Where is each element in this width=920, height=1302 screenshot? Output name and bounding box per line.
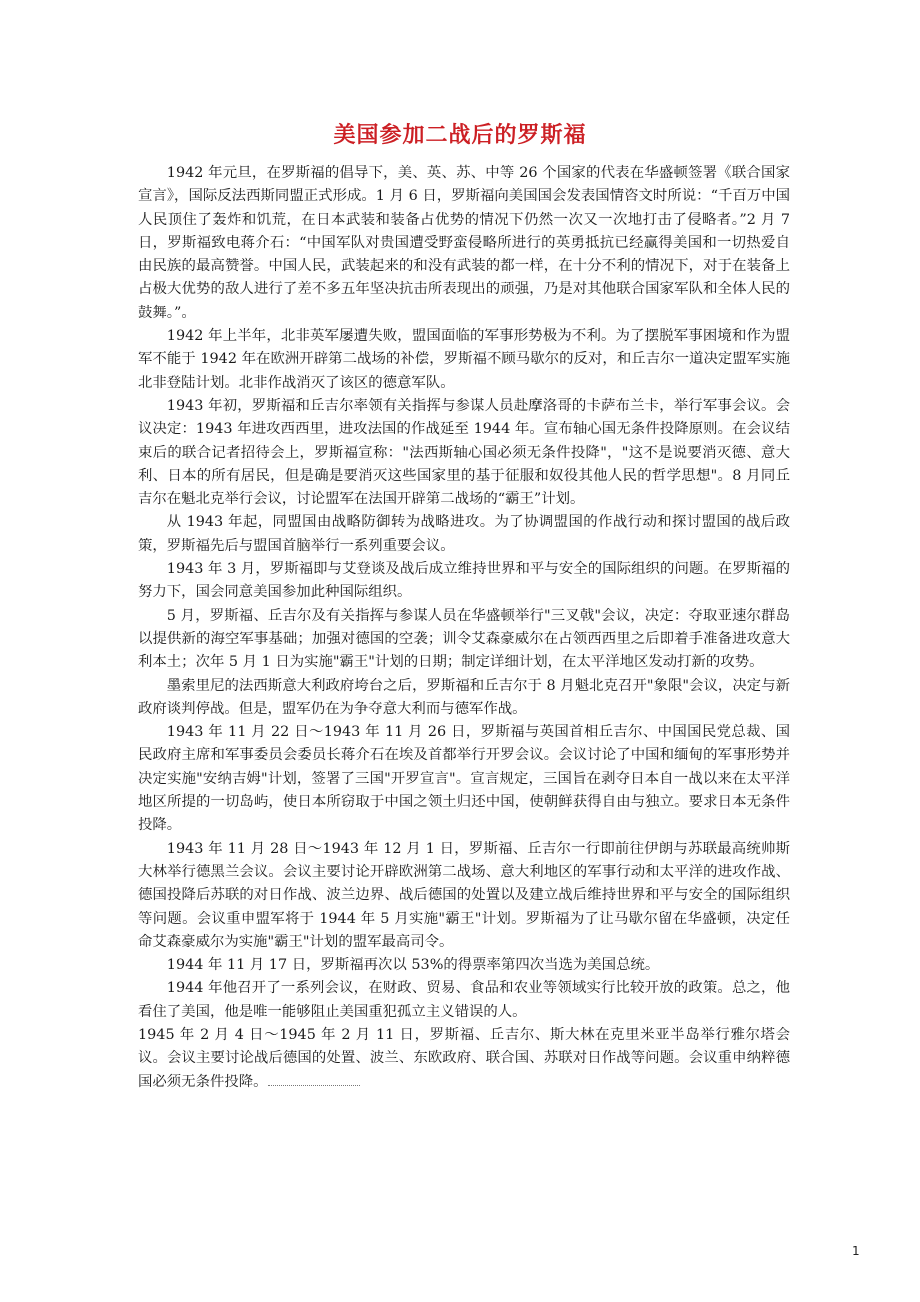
last-paragraph <box>138 1024 790 1094</box>
document-title: 美国参加二战后的罗斯福 <box>333 123 587 148</box>
paragraph: 墨索里尼的法西斯意大利政府垮台之后，罗斯福和丘吉尔于 8 月魁北克召开"象限"会议，决定与新政府谈判停战。但是，盟军仍在为争夺意大利而与德军作战。 <box>138 677 790 717</box>
dotted-leader <box>268 1077 360 1086</box>
paragraph: 5 月，罗斯福、丘吉尔及有关指挥与参谋人员在华盛顿举行"三叉戟"会议，决定：夺取亚速尔群岛以提供新的海空军事基础；加强对德国的空袭；训令艾森豪威尔在占领西西里之后即着手准备进攻意大利本土；次年 5 月 1 日为实施"霸王"计划的日期；制定详细计划，在太平洋地区发动打新的攻势。 <box>138 607 790 671</box>
paragraph: 1943 年 3 月，罗斯福即与艾登谈及战后成立维持世界和平与安全的国际组织的问题。在罗斯福的努力下，国会同意美国参加此种国际组织。 <box>138 561 790 601</box>
last-paragraph-text: 1945 年 2 月 4 日～1945 年 2 月 11 日，罗斯福、丘吉尔、斯大林在克里米亚半岛举行雅尔塔会议。会议主要讨论战后德国的处置、波兰、东欧政府、联合国、苏联对日作战等问题。会议重申纳粹德国必须无条件投降。 <box>138 1026 790 1090</box>
paragraph: 1943 年 11 月 28 日～1943 年 12 月 1 日，罗斯福、丘吉尔一行即前往伊朗与苏联最高统帅斯大林举行德黑兰会议。会议主要讨论开辟欧洲第二战场、意大利地区的军事行动和太平洋的进攻作战、德国投降后苏联的对日作战、波兰边界、战后德国的处置以及建立战后维持世界和平与安全的国际组织等问题。会议重申盟军将于 1944 年 5 月实施"霸王"计划。罗斯福为了让马歇尔留在华盛顿，决定任命艾森豪威尔为实施"霸王"计划的盟军最高司令。 <box>138 840 790 950</box>
paragraph: 1944 年他召开了一系列会议，在财政、贸易、食品和农业等领域实行比较开放的政策。总之，他看住了美国，他是唯一能够阻止美国重犯孤立主义错误的人。 <box>138 980 790 1020</box>
paragraph: 1944 年 11 月 17 日，罗斯福再次以 53%的得票率第四次当选为美国总统。 <box>166 957 660 974</box>
paragraph: 1942 年元旦，在罗斯福的倡导下，美、英、苏、中等 26 个国家的代表在华盛顿签署《联合国家宣言》，国际反法西斯同盟正式形成。1 月 6 日，罗斯福向美国国会发表国情咨文时所说：“千百万中国人民顶住了轰炸和饥荒，在日本武装和装备占优势的情况下仍然一次又一次地打击了侵略者。”2 月 7 日，罗斯福致电蒋介石：“中国军队对贵国遭受野蛮侵略所进行的英勇抵抗已经赢得美国和一切热爱自由民族的最高赞誉。中国人民，武装起来的和没有武装的都一样，在十分不利的情况下，对于在装备上占极大优势的敌人进行了差不多五年坚决抗击所表现出的顽强，乃是对其他联合国家军队和全体人民的鼓舞。”。 <box>138 165 790 321</box>
paragraph: 1943 年初，罗斯福和丘吉尔率领有关指挥与参谋人员赴摩洛哥的卡萨布兰卡，举行军事会议。会议决定：1943 年进攻西西里，进攻法国的作战延至 1944 年。宣布轴心国无条件投降原则。在会议结束后的联合记者招待会上，罗斯福宣称："法西斯轴心国必须无条件投降"，"这不是说要消灭德、意大利、日本的所有居民，但是确是要消灭这些国家里的基于征服和奴役其他人民的哲学思想"。8 月同丘吉尔在魁北克举行会议，讨论盟军在法国开辟第二战场的“霸王”计划。 <box>138 397 790 508</box>
paragraph: 从 1943 年起，同盟国由战略防御转为战略进攻。为了协调盟国的作战行动和探讨盟国的战后政策，罗斯福先后与盟国首脑举行一系列重要会议。 <box>138 514 790 554</box>
paragraph: 1942 年上半年，北非英军屡遭失败，盟国面临的军事形势极为不利。为了摆脱军事困境和作为盟军不能于 1942 年在欧洲开辟第二战场的补偿，罗斯福不顾马歇尔的反对，和丘吉尔一道决定盟军实施北非登陆计划。北非作战消灭了该区的德意军队。 <box>138 328 790 391</box>
paragraph: 1943 年 11 月 22 日～1943 年 11 月 26 日，罗斯福与英国首相丘吉尔、中国国民党总裁、国民政府主席和军事委员会委员长蒋介石在埃及首都举行开罗会议。会议讨论了中国和缅甸的军事形势并决定实施"安纳吉姆"计划，签署了三国"开罗宣言"。宣言规定，三国旨在剥夺日本自一战以来在太平洋地区所提的一切岛屿，使日本所窃取于中国之领土归还中国，使朝鲜获得自由与独立。要求日本无条件投降。 <box>138 724 790 834</box>
page-number: 1 <box>852 1244 860 1258</box>
document-body <box>138 162 790 1094</box>
